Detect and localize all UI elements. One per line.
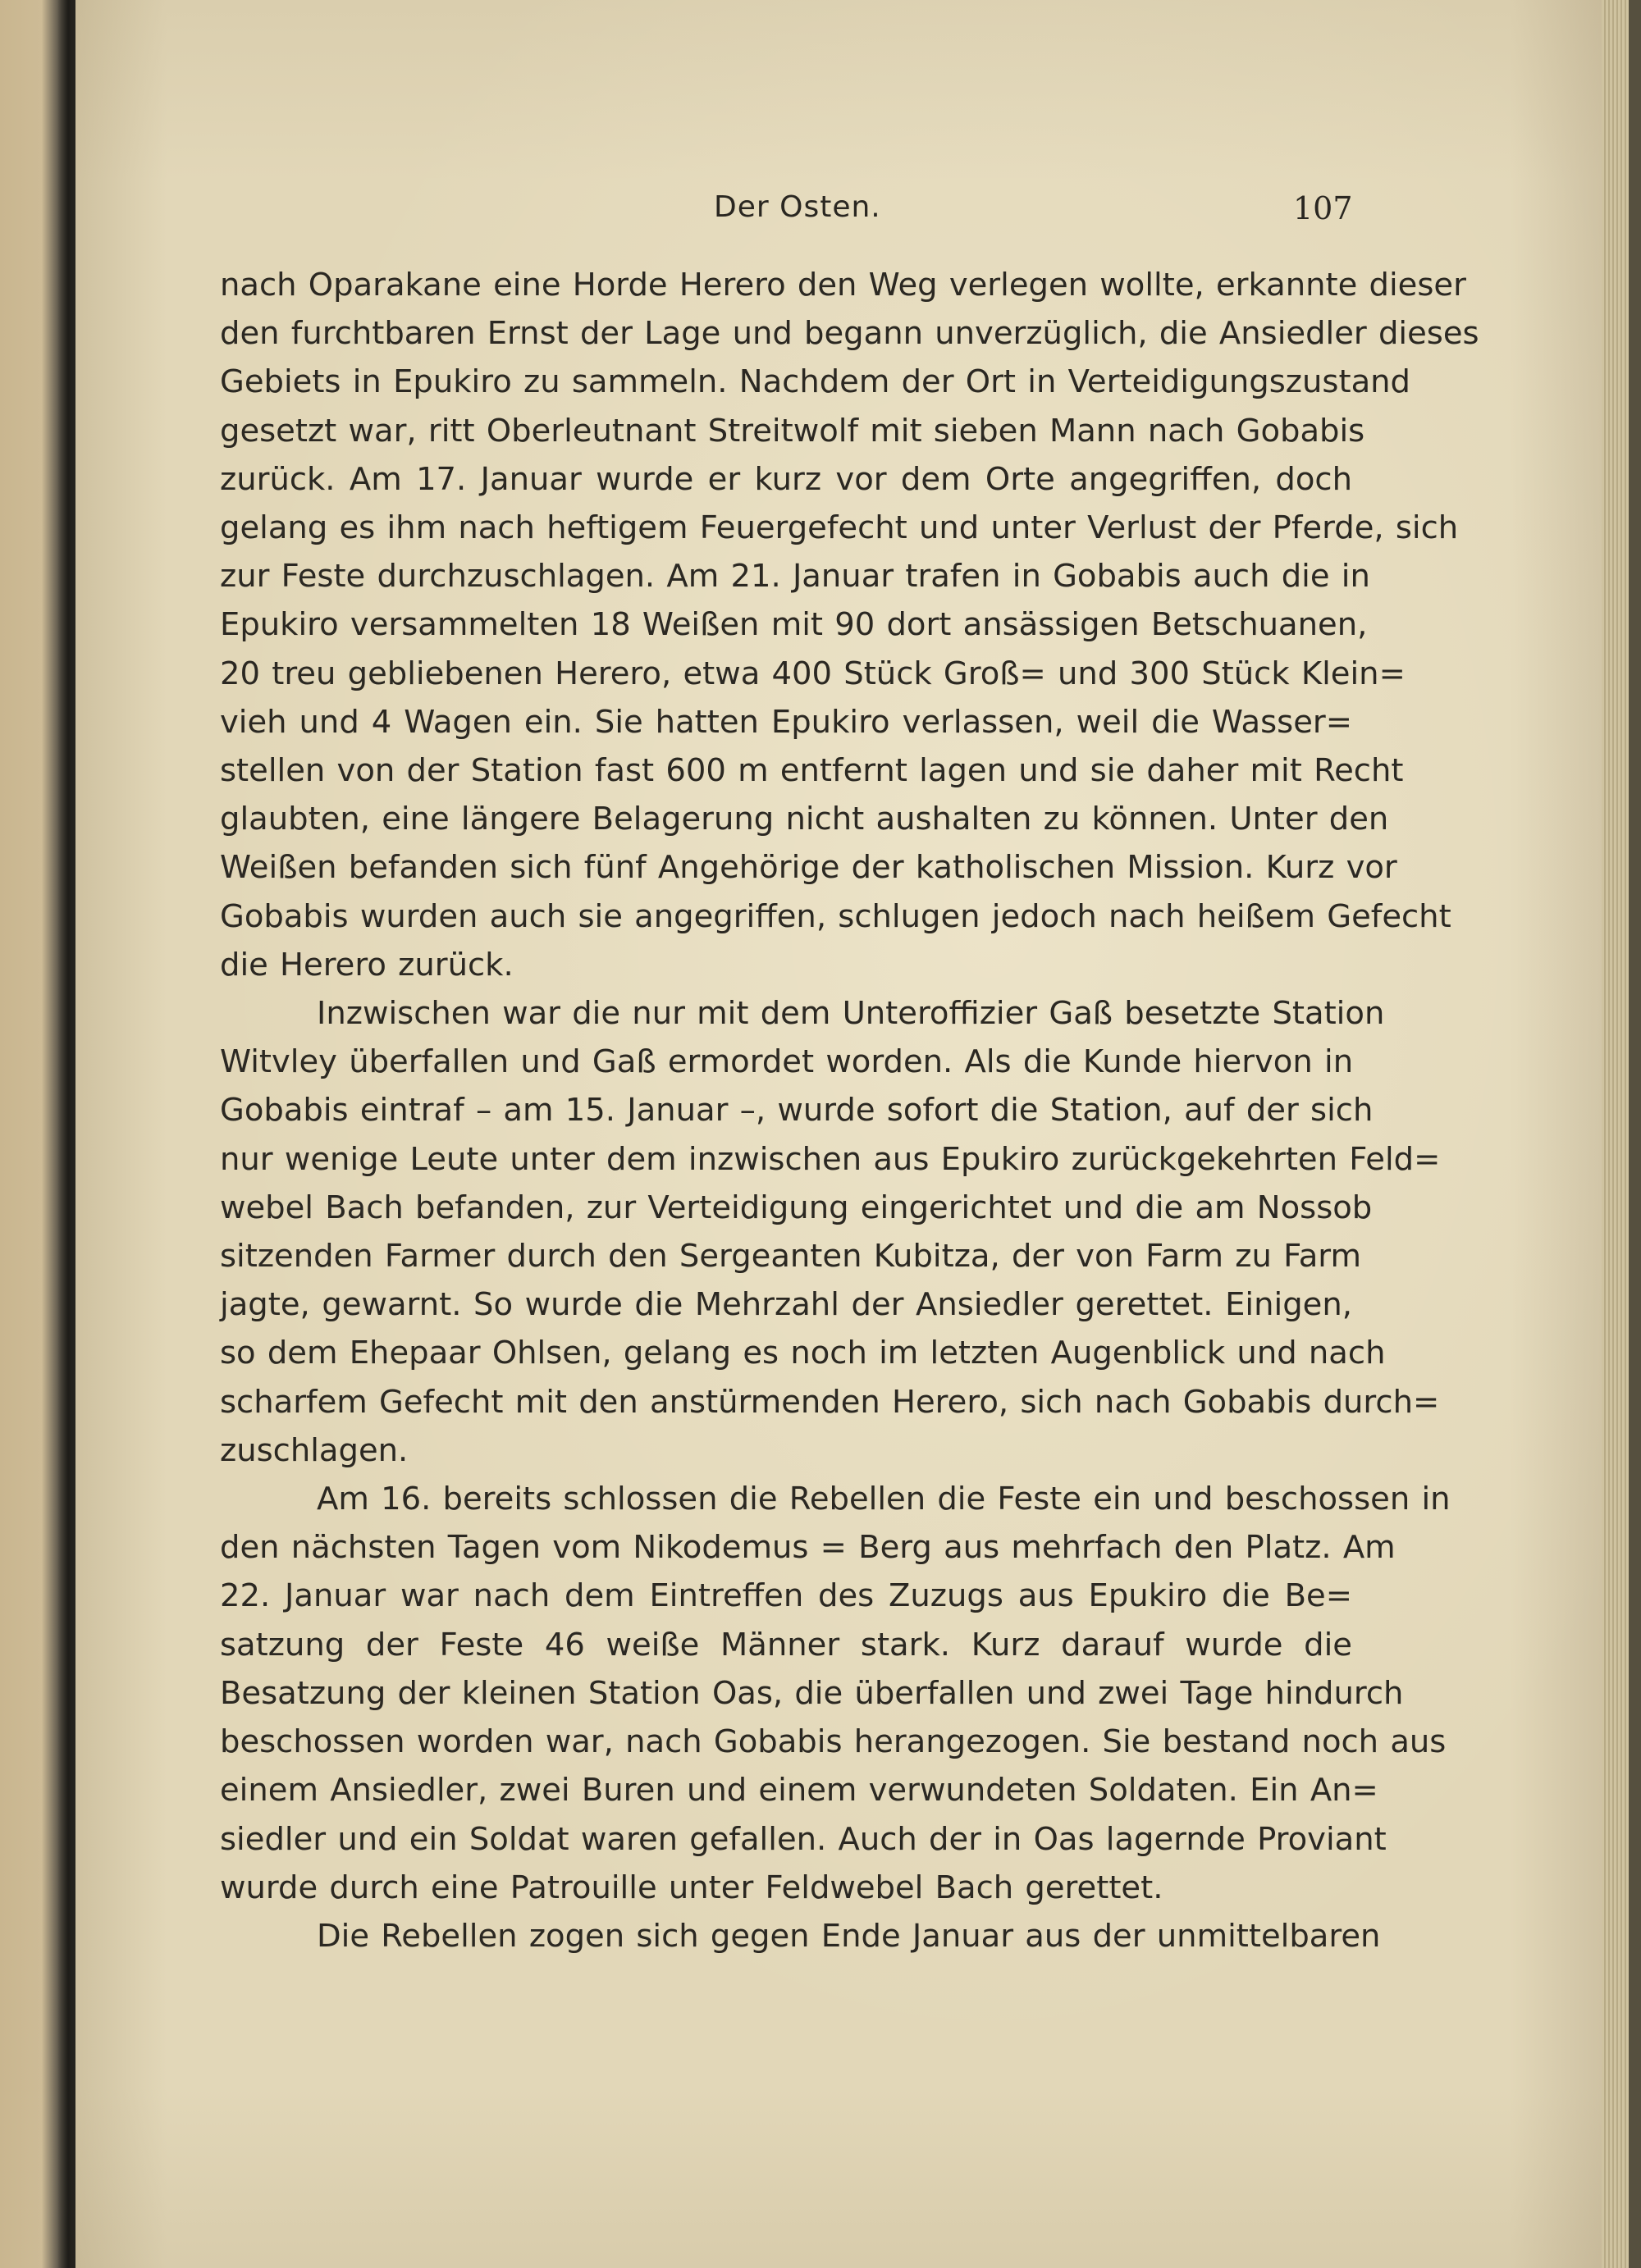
text-line: Gobabis eintraf – am 15. Januar –, wurde sofort die Station, auf der sich xyxy=(220,1092,1374,1129)
text-line: einem Ansiedler, zwei Buren und einem verwundeten Soldaten. Ein An= xyxy=(220,1772,1378,1809)
paragraph xyxy=(220,989,1441,1475)
text-line: gesetzt war, ritt Oberleutnant Streitwolf mit sieben Mann nach Gobabis xyxy=(220,412,1365,449)
text-line: zuschlagen. xyxy=(220,1431,409,1469)
text-line: nach Oparakane eine Horde Herero den Weg verlegen wollte, erkannte dieser xyxy=(220,267,1466,303)
text-line: stellen von der Station fast 600 m entfernt lagen und sie daher mit Recht xyxy=(220,752,1404,790)
paragraph xyxy=(220,261,1479,989)
text-line: sitzenden Farmer durch den Sergeanten Kubitza, der von Farm zu Farm xyxy=(220,1238,1361,1275)
text-line: scharfem Gefecht mit den anstürmenden Herero, sich nach Gobabis durch= xyxy=(220,1383,1440,1421)
running-head: Der Osten. xyxy=(714,190,881,224)
text-line: nur wenige Leute unter dem inzwischen aus Epukiro zurückgekehrten Feld= xyxy=(220,1140,1441,1178)
text-line: siedler und ein Soldat waren gefallen. Auch der in Oas lagernde Proviant xyxy=(220,1820,1387,1858)
text-line: glaubten, eine längere Belagerung nicht aushalten zu können. Unter den xyxy=(220,801,1389,838)
text-line: die Herero zurück. xyxy=(220,946,514,983)
text-line: 20 treu gebliebenen Herero, etwa 400 Stück Groß= und 300 Stück Klein= xyxy=(220,655,1406,692)
text-line: Epukiro versammelten 18 Weißen mit 90 dort ansässigen Betschuanen, xyxy=(220,606,1368,644)
text-line: Gobabis wurden auch sie angegriffen, schlugen jedoch nach heißem Gefecht xyxy=(220,897,1451,935)
text-line: gelang es ihm nach heftigem Feuergefecht und unter Verlust der Pferde, sich xyxy=(220,509,1459,547)
text-line: satzung der Feste 46 weiße Männer stark. Kurz darauf wurde die xyxy=(220,1626,1352,1663)
text-line: so dem Ehepaar Ohlsen, gelang es noch im letzten Augenblick und nach xyxy=(220,1335,1386,1372)
text-line: Am 16. bereits schlossen die Rebellen die Feste ein und beschossen in xyxy=(317,1481,1451,1518)
text-line: Die Rebellen zogen sich gegen Ende Januar aus der unmittelbaren xyxy=(317,1917,1381,1955)
text-line: Witvley überfallen und Gaß ermordet worden. Als die Kunde hiervon in xyxy=(220,1043,1354,1081)
text-line: 22. Januar war nach dem Eintreffen des Zuzugs aus Epukiro die Be= xyxy=(220,1577,1352,1615)
text-line: wurde durch eine Patrouille unter Feldwebel Bach gerettet. xyxy=(220,1869,1163,1906)
text-line: vieh und 4 Wagen ein. Sie hatten Epukiro verlassen, weil die Wasser= xyxy=(220,703,1352,741)
text-line: den nächsten Tagen vom Nikodemus = Berg aus mehrfach den Platz. Am xyxy=(220,1529,1396,1567)
text-line: zurück. Am 17. Januar wurde er kurz vor dem Orte angegriffen, doch xyxy=(220,460,1352,498)
text-line: Inzwischen war die nur mit dem Unteroffizier Gaß besetzte Station xyxy=(317,995,1385,1033)
text-line: Gebiets in Epukiro zu sammeln. Nachdem der Ort in Verteidigungszustand xyxy=(220,363,1410,401)
text-line: den furchtbaren Ernst der Lage und begann unverzüglich, die Ansiedler dieses xyxy=(220,315,1479,353)
text-line: jagte, gewarnt. So wurde die Mehrzahl der Ansiedler gerettet. Einigen, xyxy=(220,1286,1352,1324)
paragraph xyxy=(220,1912,1381,1960)
text-line: Weißen befanden sich fünf Angehörige der katholischen Mission. Kurz vor xyxy=(220,849,1397,887)
page-number: 107 xyxy=(1293,190,1353,226)
text-line: webel Bach befanden, zur Verteidigung eingerichtet und die am Nossob xyxy=(220,1189,1373,1226)
text-line: beschossen worden war, nach Gobabis herangezogen. Sie bestand noch aus xyxy=(220,1723,1447,1761)
body-text xyxy=(220,261,1479,1960)
text-line: Besatzung der kleinen Station Oas, die überfallen und zwei Tage hindurch xyxy=(220,1674,1404,1712)
paragraph xyxy=(220,1475,1451,1912)
cover-edge xyxy=(1629,0,1641,2268)
text-line: zur Feste durchzuschlagen. Am 21. Januar trafen in Gobabis auch die in xyxy=(220,558,1370,596)
